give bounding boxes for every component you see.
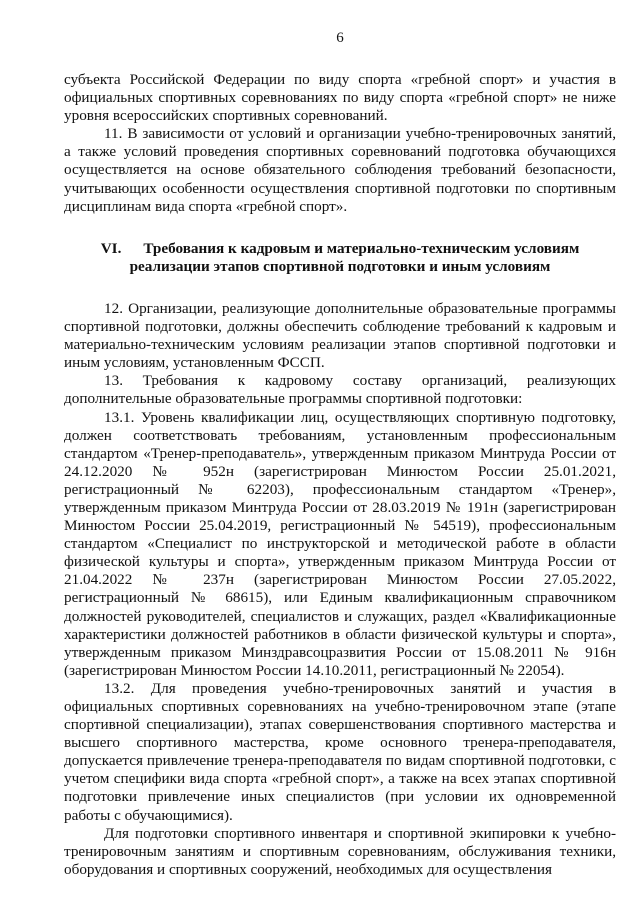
page-number: 6 xyxy=(336,30,344,46)
paragraph-13-2: 13.2. Для проведения учебно-тренировочных занятий и участия в официальных спортивных соревнованиях на учебно-тренировочном этапе (этапе спортивной специализации), этапах совершенствования спортивного мастерства и высшего спортивного мастерства, кроме основного тренера-преподавателя, допускается привлечение тренера-преподавателя по видам спортивной подготовки, с учетом специфики вида спорта «гребной спорт», а также на всех этапах спортивной подготовки привлечение иных специалистов (при условии их одновременной работы с обучающимися). xyxy=(64,679,616,824)
paragraph-continuation: субъекта Российской Федерации по виду спорта «гребной спорт» и участия в официальных спортивных соревнованиях по виду спорта «гребной спорт» не ниже уровня всероссийских спортивных соревнований. xyxy=(64,71,616,125)
paragraph-13-1: 13.1. Уровень квалификации лиц, осуществляющих спортивную подготовку, должен соответствовать требованиям, установленным профессиональным стандартом «Тренер-преподаватель», утвержденным приказом Минтруда России от 24.12.2020 № 952н (зарегистрирован Минюстом России 25.01.2021, регистрационный № 62203), профессиональным стандартом «Тренер», утвержденным приказом Минтруда России от 28.03.2019 № 191н (зарегистрирован Минюстом России 25.04.2019, регистрационный № 54519), профессиональным стандартом «Специалист по инструкторской и методической работе в области физической культуры и спорта», утвержденным приказом Минтруда России от 21.04.2022 № 237н (зарегистрирован Минюстом России 27.05.2022, регистрационный № 68615), или Единым квалификационным справочником должностей руководителей, специалистов и служащих, раздел «Квалификационные характеристики должностей работников в области физической культуры и спорта», утвержденным приказом Минздравсоцразвития России от 15.08.2011 № 916н (зарегистрирован Минюстом России 14.10.2011, регистрационный № 22054). xyxy=(64,408,616,679)
section-heading xyxy=(64,240,616,276)
section-title: Требования к кадровым и материально-техническим условиям реализации этапов спортивной подготовки и иным условиям xyxy=(129,239,580,275)
paragraph-11: 11. В зависимости от условий и организации учебно-тренировочных занятий, а также условий проведения спортивных соревнований подготовка обучающихся осуществляется на основе обязательного соблюдения требований безопасности, учитывающих особенности осуществления спортивной подготовки по спортивным дисциплинам вида спорта «гребной спорт». xyxy=(64,125,616,215)
paragraph-13: 13. Требования к кадровому составу организаций, реализующих дополнительные образовательные программы спортивной подготовки: xyxy=(64,372,616,408)
paragraph-equipment: Для подготовки спортивного инвентаря и спортивной экипировки к учебно-тренировочным занятиям и спортивным соревнованиям, обслуживания техники, оборудования и спортивных сооружений, необходимых для осуществления xyxy=(64,824,616,878)
body-text-top xyxy=(64,71,616,216)
body-text-bottom xyxy=(64,300,616,879)
paragraph-12: 12. Организации, реализующие дополнительные образовательные программы спортивной подготовки, должны обеспечить соблюдение требований к кадровым и материально-техническим условиям реализации этапов спортивной подготовки и иным условиям, установленным ФССП. xyxy=(64,299,616,372)
section-number: VI. xyxy=(100,239,122,257)
